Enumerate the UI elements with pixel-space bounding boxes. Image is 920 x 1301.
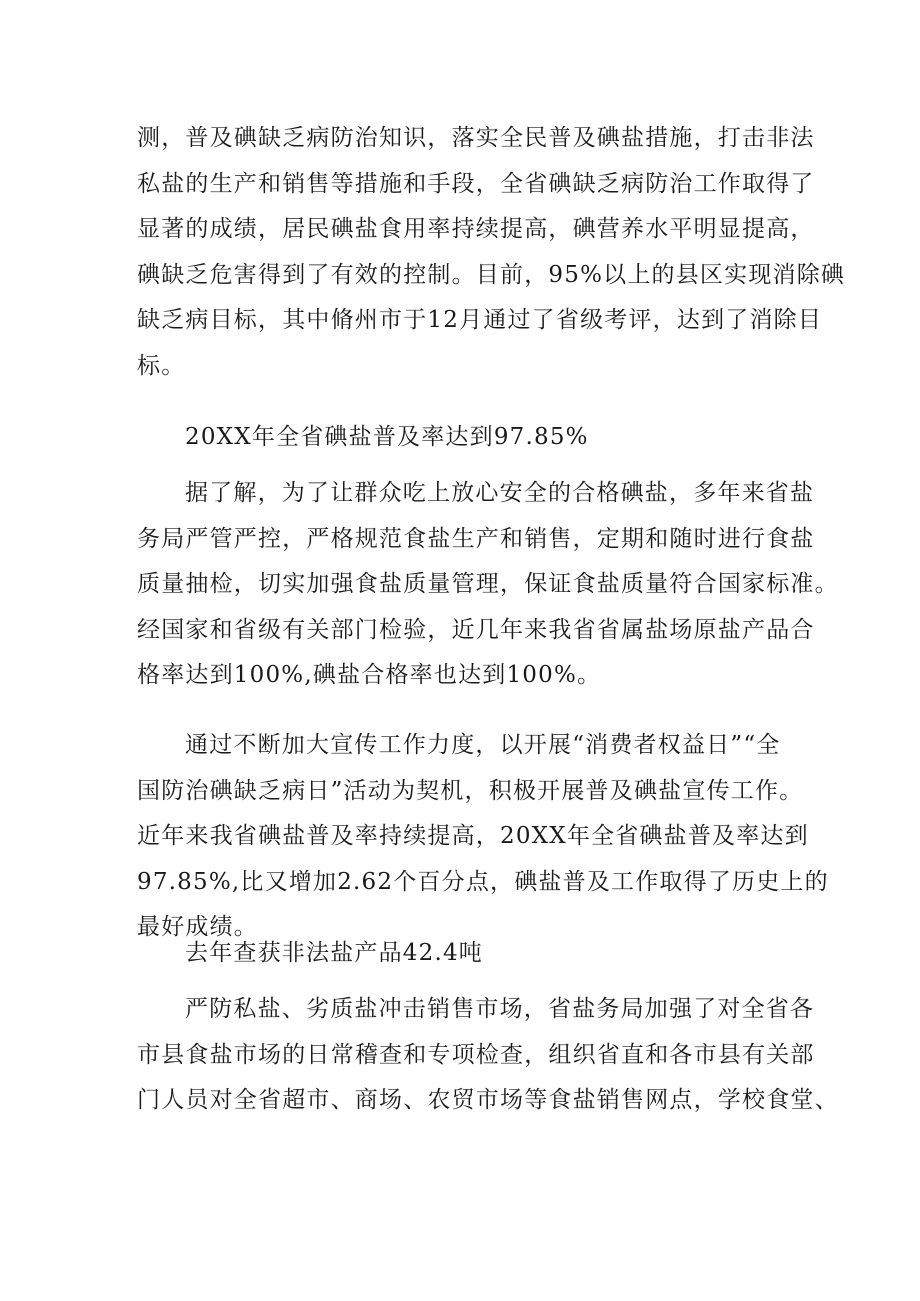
text-line: 测，普及碘缺乏病防治知识，落实全民普及碘盐措施，打击非法 — [137, 125, 815, 151]
text-line: 通过不断加大宣传工作力度，以开展“消费者权益日”“全 — [185, 732, 781, 758]
text-line: 市县食盐市场的日常稽查和专项检查，组织省直和各市县有关部 — [137, 1041, 815, 1068]
text-line: 最好成绩。 — [137, 914, 258, 940]
text-line: 务局严管严控，严格规范食盐生产和销售，定期和随时进行食盐 — [137, 525, 815, 552]
text-line: 近年来我省碘盐普及率持续提高，20XX年全省碘盐普及率达到 — [137, 823, 809, 849]
paragraph-market-inspection — [137, 987, 839, 1124]
paragraph-iodine-prevention — [137, 116, 846, 389]
paragraph-quality-control — [137, 471, 839, 699]
text-line: 国防治碘缺乏病日”活动为契机，积极开展普及碘盐宣传工作。 — [137, 777, 804, 804]
text-line: 显著的成绩，居民碘盐食用率持续提高，碘营养水平明显提高， — [137, 216, 815, 242]
paragraph-publicity-work — [137, 723, 829, 951]
section-heading-illegal-salt-seized: 去年查获非法盐产品42.4吨 — [185, 940, 484, 966]
text-line: 私盐的生产和销售等措施和手段，全省碘缺乏病防治工作取得了 — [137, 170, 815, 197]
text-line: 标。 — [137, 352, 186, 379]
section-heading-iodized-salt-rate: 20XX年全省碘盐普及率达到97.85% — [185, 424, 589, 450]
text-line: 碘缺乏危害得到了有效的控制。目前，95%以上的县区实现消除碘 — [137, 261, 846, 288]
text-line: 严防私盐、劣质盐冲击销售市场，省盐务局加强了对全省各 — [185, 996, 815, 1022]
text-line: 据了解，为了让群众吃上放心安全的合格碘盐，多年来省盐 — [185, 480, 815, 506]
text-line: 缺乏病目标，其中脩州市于12月通过了省级考评，达到了消除目 — [137, 307, 823, 333]
text-line: 经国家和省级有关部门检验，近几年来我省省属盐场原盐产品合 — [137, 616, 815, 643]
text-line: 97.85%,比又增加2.62个百分点，碘盐普及工作取得了历史上的 — [137, 868, 829, 895]
text-line: 门人员对全省超市、商场、农贸市场等食盐销售网点，学校食堂、 — [137, 1087, 839, 1113]
text-line: 质量抽检，切实加强食盐质量管理，保证食盐质量符合国家标准。 — [137, 571, 839, 597]
text-line: 格率达到100%,碘盐合格率也达到100%。 — [137, 662, 602, 688]
